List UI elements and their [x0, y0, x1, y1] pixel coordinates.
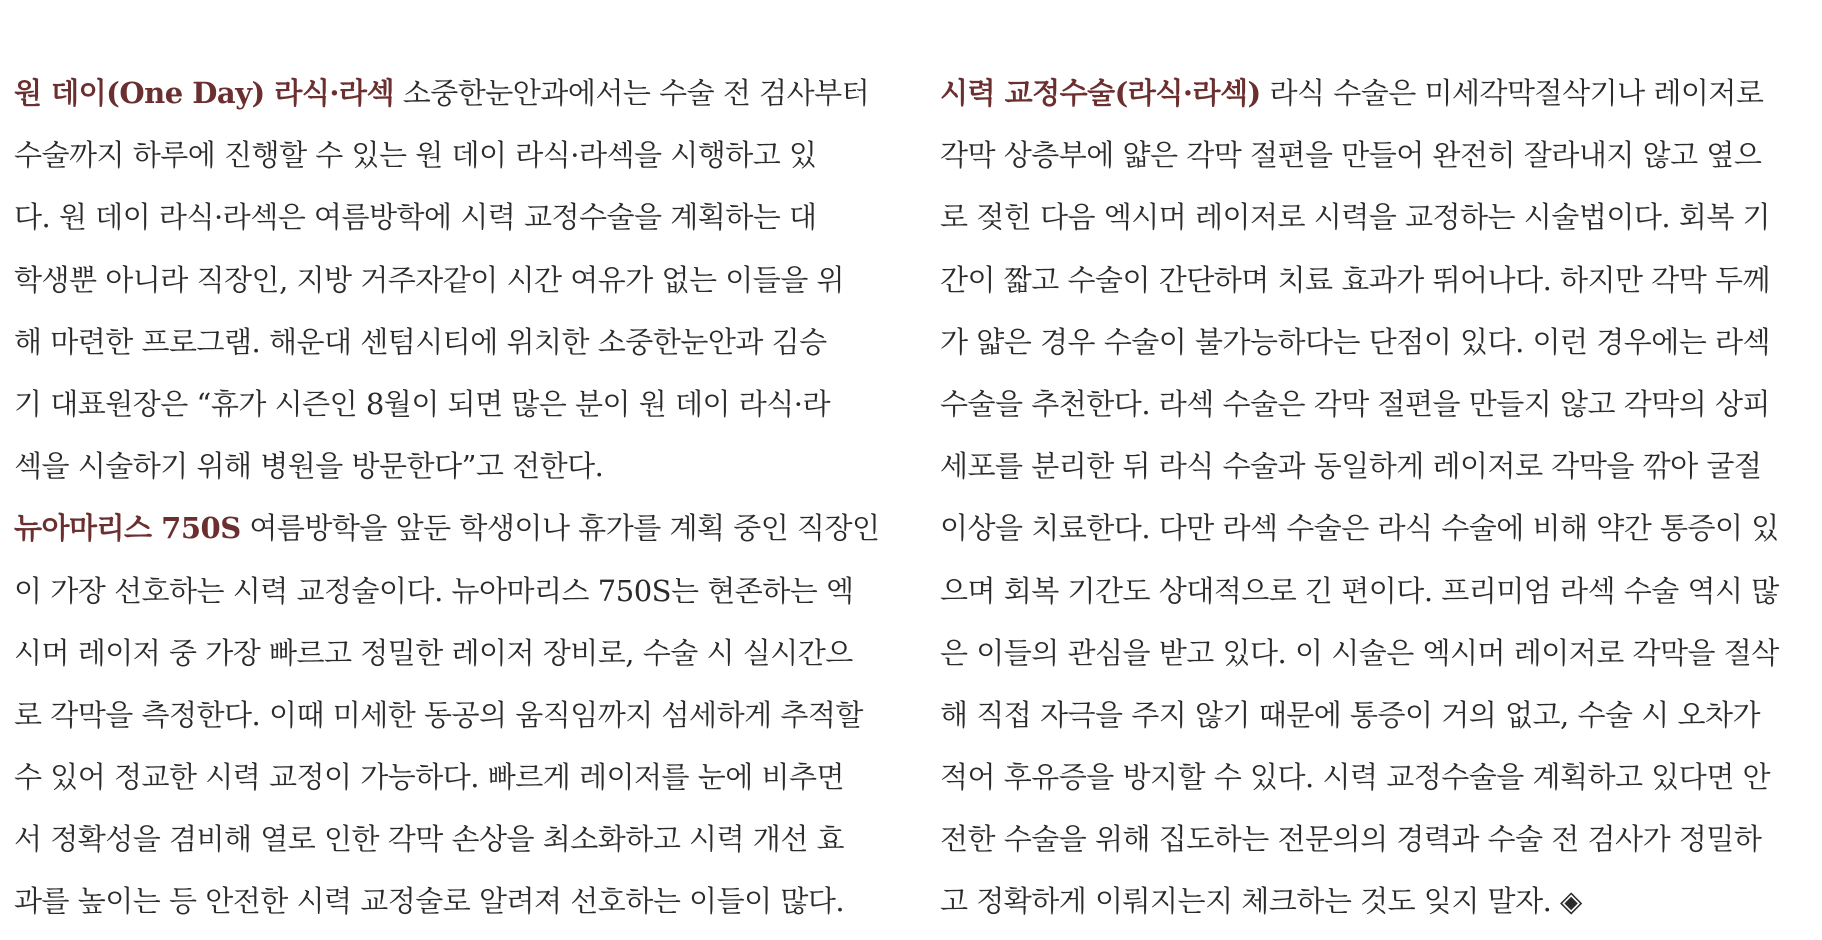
paragraph-line: 세포를 분리한 뒤 라식 수술과 동일하게 레이저로 각막을 깎아 굴절	[940, 449, 1762, 484]
paragraph-line: 서 정확성을 겸비해 열로 인한 각막 손상을 최소화하고 시력 개선 효	[14, 822, 845, 857]
paragraph-text: 소중한눈안과에서는 수술 전 검사부터	[394, 76, 870, 110]
paragraph-line: 으며 회복 기간도 상대적으로 긴 편이다. 프리미엄 라섹 수술 역시 많	[940, 573, 1779, 608]
paragraph-line: 수술까지 하루에 진행할 수 있는 원 데이 라식·라섹을 시행하고 있	[14, 138, 817, 173]
section-heading-vision-correction: 시력 교정수술(라식·라섹)	[940, 76, 1261, 110]
paragraph-line: 해 직접 자극을 주지 않기 때문에 통증이 거의 없고, 수술 시 오차가	[940, 697, 1760, 732]
section-heading-one-day-lasik: 원 데이(One Day) 라식·라섹	[14, 76, 395, 110]
paragraph-line: 이 가장 선호하는 시력 교정술이다. 뉴아마리스 750S는 현존하는 엑	[14, 573, 854, 608]
paragraph-line: 해 마련한 프로그램. 해운대 센텀시티에 위치한 소중한눈안과 김승	[14, 324, 827, 359]
paragraph-text: 라식 수술은 미세각막절삭기나 레이저로	[1260, 76, 1764, 110]
paragraph-line: 고 정확하게 이뤄지는지 체크하는 것도 잊지 말자. ◈	[940, 884, 1582, 919]
paragraph-line: 섹을 시술하기 위해 병원을 방문한다”고 전한다.	[14, 449, 604, 484]
paragraph-line: 은 이들의 관심을 받고 있다. 이 시술은 엑시머 레이저로 각막을 절삭	[940, 635, 1779, 670]
paragraph-text: 여름방학을 앞둔 학생이나 휴가를 계획 중인 직장인	[240, 511, 880, 546]
paragraph-line: 이상을 치료한다. 다만 라섹 수술은 라식 수술에 비해 약간 통증이 있	[940, 511, 1779, 546]
paragraph-line: 학생뿐 아니라 직장인, 지방 거주자같이 시간 여유가 없는 이들을 위	[14, 262, 845, 297]
right-column	[940, 62, 1820, 933]
paragraph-line: 로 젖힌 다음 엑시머 레이저로 시력을 교정하는 시술법이다. 회복 기	[940, 200, 1771, 235]
paragraph-line: 시머 레이저 중 가장 빠르고 정밀한 레이저 장비로, 수술 시 실시간으	[14, 635, 853, 670]
paragraph-line	[940, 62, 1820, 124]
left-column	[14, 62, 894, 933]
paragraph-line: 다. 원 데이 라식·라섹은 여름방학에 시력 교정수술을 계획하는 대	[14, 200, 817, 235]
paragraph-line	[14, 62, 894, 124]
paragraph-line: 전한 수술을 위해 집도하는 전문의의 경력과 수술 전 검사가 정밀하	[940, 822, 1762, 857]
paragraph-line: 기 대표원장은 “휴가 시즌인 8월이 되면 많은 분이 원 데이 라식·라	[14, 386, 831, 421]
paragraph-line: 가 얇은 경우 수술이 불가능하다는 단점이 있다. 이런 경우에는 라섹	[940, 324, 1771, 359]
section-heading-new-amaris: 뉴아마리스 750S	[14, 511, 241, 546]
paragraph-line	[14, 497, 894, 559]
paragraph-line: 수술을 추천한다. 라섹 수술은 각막 절편을 만들지 않고 각막의 상피	[940, 386, 1771, 421]
paragraph-line: 적어 후유증을 방지할 수 있다. 시력 교정수술을 계획하고 있다면 안	[940, 760, 1771, 795]
paragraph-line: 간이 짧고 수술이 간단하며 치료 효과가 뛰어나다. 하지만 각막 두께	[940, 262, 1771, 297]
paragraph-line: 로 각막을 측정한다. 이때 미세한 동공의 움직임까지 섬세하게 추적할	[14, 697, 863, 732]
paragraph-line: 각막 상층부에 얇은 각막 절편을 만들어 완전히 잘라내지 않고 옆으	[940, 138, 1762, 173]
paragraph-line: 수 있어 정교한 시력 교정이 가능하다. 빠르게 레이저를 눈에 비추면	[14, 760, 845, 795]
paragraph-line: 과를 높이는 등 안전한 시력 교정술로 알려져 선호하는 이들이 많다.	[14, 884, 845, 919]
